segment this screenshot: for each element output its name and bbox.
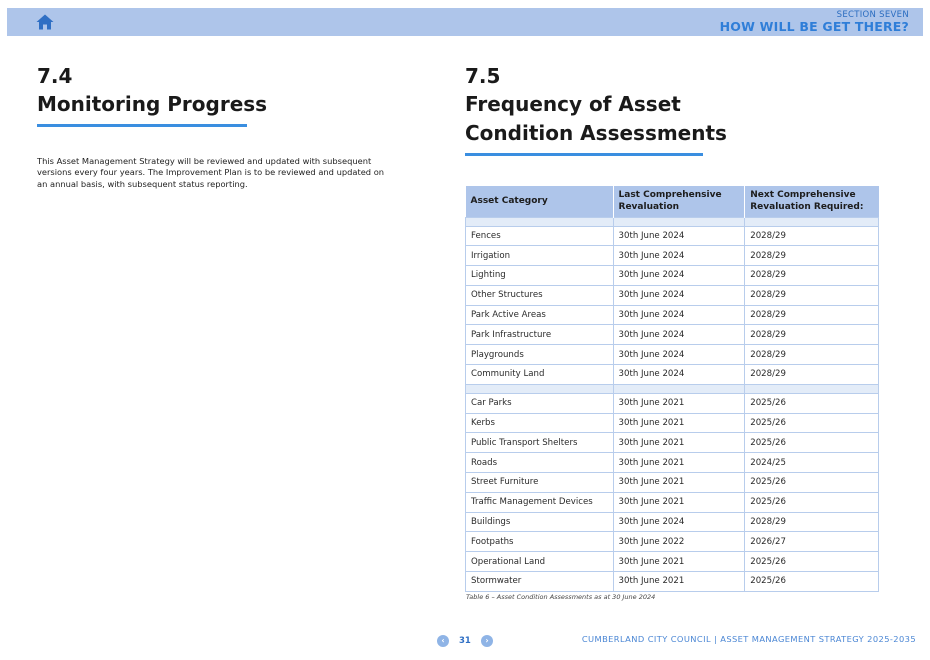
cell-next: 2025/26 — [745, 413, 879, 433]
table-row — [466, 226, 879, 246]
cell-last: 30th June 2021 — [613, 453, 745, 473]
cell-next: 2028/29 — [745, 345, 879, 365]
header-next-revaluation: Next Comprehensive Revaluation Required: — [745, 186, 879, 217]
cell-category: Roads — [466, 453, 614, 473]
section-7-4-title: Monitoring Progress — [37, 92, 268, 116]
cell-next: 2028/29 — [745, 246, 879, 266]
cell-category: Fences — [466, 226, 614, 246]
table-row — [466, 572, 879, 592]
cell-category: Stormwater — [466, 572, 614, 592]
cell-next: 2028/29 — [745, 512, 879, 532]
cell-last: 30th June 2024 — [613, 305, 745, 325]
cell-category: Public Transport Shelters — [466, 433, 614, 453]
table-row — [466, 413, 879, 433]
cell-category: Park Infrastructure — [466, 325, 614, 345]
cell-category: Kerbs — [466, 413, 614, 433]
home-icon[interactable] — [36, 14, 54, 30]
header-bar — [7, 8, 923, 36]
cell-last: 30th June 2024 — [613, 226, 745, 246]
cell-last: 30th June 2024 — [613, 365, 745, 385]
footer-text: CUMBERLAND CITY COUNCIL | ASSET MANAGEMENT STRATEGY 2025-2035 — [581, 634, 916, 644]
cell-last: 30th June 2024 — [613, 246, 745, 266]
table-row — [466, 285, 879, 305]
section-kicker: SECTION SEVEN — [836, 10, 909, 20]
cell-next: 2025/26 — [745, 393, 879, 413]
cell-category: Other Structures — [466, 285, 614, 305]
cell-next: 2025/26 — [745, 492, 879, 512]
cell-next: 2028/29 — [745, 266, 879, 286]
cell-category: Street Furniture — [466, 473, 614, 493]
cell-last: 30th June 2021 — [613, 473, 745, 493]
section-7-5-title-line1: Frequency of Asset — [465, 92, 681, 116]
section-7-5-number: 7.5 — [465, 64, 501, 88]
chevron-right-icon[interactable]: › — [481, 635, 493, 647]
table-row — [466, 453, 879, 473]
table-row — [466, 512, 879, 532]
table-row — [466, 365, 879, 385]
section-7-4-underline — [37, 124, 247, 127]
cell-next: 2025/26 — [745, 572, 879, 592]
monitoring-progress-text: This Asset Management Strategy will be reviewed and updated with subsequent versions every four years. The Improvement Plan is to be reviewed and updated on an annual basis, with subsequent status reporting. — [37, 156, 385, 189]
cell-next: 2028/29 — [745, 305, 879, 325]
cell-next: 2025/26 — [745, 552, 879, 572]
section-7-5-title-line2: Condition Assessments — [465, 121, 727, 145]
asset-assessment-table — [465, 186, 879, 592]
cell-last: 30th June 2021 — [613, 413, 745, 433]
table-spacer-row — [466, 217, 879, 226]
cell-last: 30th June 2024 — [613, 285, 745, 305]
cell-next: 2028/29 — [745, 325, 879, 345]
section-7-5-underline — [465, 153, 703, 156]
cell-next: 2026/27 — [745, 532, 879, 552]
cell-category: Community Land — [466, 365, 614, 385]
cell-last: 30th June 2024 — [613, 345, 745, 365]
table-row — [466, 246, 879, 266]
cell-last: 30th June 2021 — [613, 572, 745, 592]
cell-category: Park Active Areas — [466, 305, 614, 325]
section-7-4-number: 7.4 — [37, 64, 73, 88]
cell-category: Playgrounds — [466, 345, 614, 365]
cell-next: 2028/29 — [745, 285, 879, 305]
cell-last: 30th June 2024 — [613, 266, 745, 286]
page-number: 31 — [459, 636, 471, 646]
cell-last: 30th June 2021 — [613, 552, 745, 572]
cell-next: 2024/25 — [745, 453, 879, 473]
table-spacer-row — [466, 384, 879, 393]
table-body — [466, 217, 879, 591]
cell-category: Traffic Management Devices — [466, 492, 614, 512]
cell-next: 2025/26 — [745, 433, 879, 453]
table-row — [466, 532, 879, 552]
table-caption: Table 6 – Asset Condition Assessments as at 30 June 2024 — [466, 593, 656, 601]
cell-last: 30th June 2021 — [613, 492, 745, 512]
table-row — [466, 473, 879, 493]
table-header-row — [466, 186, 879, 217]
cell-category: Car Parks — [466, 393, 614, 413]
cell-category: Operational Land — [466, 552, 614, 572]
cell-category: Footpaths — [466, 532, 614, 552]
chevron-left-icon[interactable]: ‹ — [437, 635, 449, 647]
header-asset-category: Asset Category — [466, 186, 614, 217]
cell-last: 30th June 2024 — [613, 512, 745, 532]
cell-last: 30th June 2024 — [613, 325, 745, 345]
table-row — [466, 345, 879, 365]
table-row — [466, 552, 879, 572]
cell-next: 2028/29 — [745, 226, 879, 246]
section-title: HOW WILL BE GET THERE? — [719, 19, 909, 34]
table-row — [466, 325, 879, 345]
cell-next: 2028/29 — [745, 365, 879, 385]
table-row — [466, 492, 879, 512]
cell-category: Buildings — [466, 512, 614, 532]
cell-next: 2025/26 — [745, 473, 879, 493]
cell-last: 30th June 2021 — [613, 393, 745, 413]
cell-category: Irrigation — [466, 246, 614, 266]
cell-category: Lighting — [466, 266, 614, 286]
table-row — [466, 305, 879, 325]
table-row — [466, 266, 879, 286]
cell-last: 30th June 2021 — [613, 433, 745, 453]
cell-last: 30th June 2022 — [613, 532, 745, 552]
header-last-revaluation: Last Comprehensive Revaluation — [613, 186, 745, 217]
table-row — [466, 433, 879, 453]
table-row — [466, 393, 879, 413]
